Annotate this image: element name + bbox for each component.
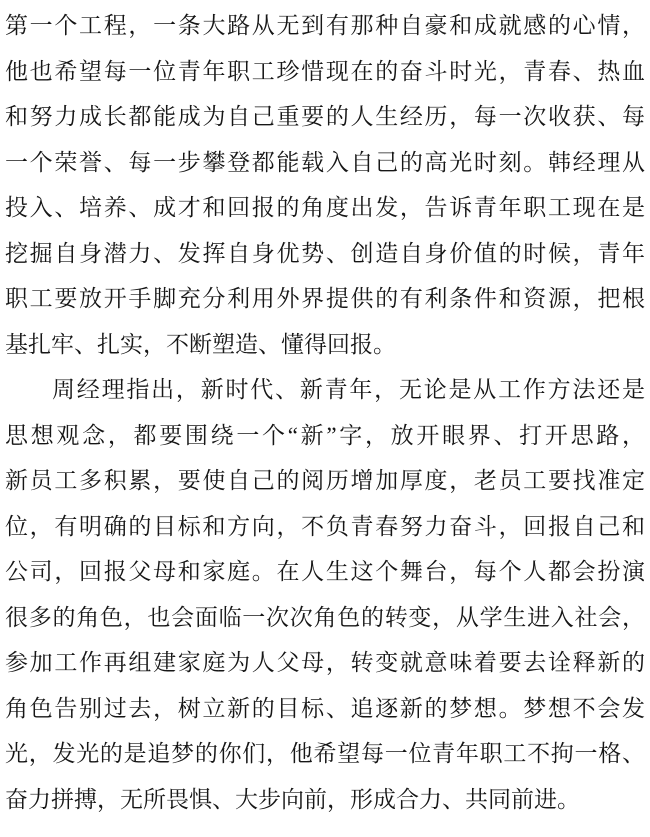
text-line: 很多的角色，也会面临一次次角色的转变，从学生进入社会， — [5, 604, 645, 630]
paragraph — [5, 3, 645, 367]
text-line: 周经理指出，新时代、新青年，无论是从工作方法还是 — [52, 377, 645, 402]
text-line: 他也希望每一位青年职工珍惜现在的奋斗时光，青春、热血 — [5, 58, 645, 84]
text-line: 公司，回报父母和家庭。在人生这个舞台，每个人都会扮演 — [5, 559, 645, 584]
text-line: 思想观念，都要围绕一个“新”字，放开眼界、打开思路， — [5, 422, 645, 448]
text-line: 第一个工程，一条大路从无到有那种自豪和成就感的心情， — [5, 13, 645, 38]
text-line: 一个荣誉、每一步攀登都能载入自己的高光时刻。韩经理从 — [5, 149, 645, 175]
document-body — [5, 3, 645, 822]
text-line: 挖掘自身潜力、发挥自身优势、创造自身价值的时候，青年 — [5, 240, 645, 266]
text-line: 参加工作再组建家庭为人父母，转变就意味着要去诠释新的 — [5, 650, 645, 675]
text-line: 角色告别过去，树立新的目标、追逐新的梦想。梦想不会发 — [5, 695, 645, 721]
text-line: 光，发光的是追梦的你们，他希望每一位青年职工不拘一格、 — [5, 741, 645, 766]
text-line: 奋力拼搏，无所畏惧、大步向前，形成合力、共同前进。 — [5, 786, 580, 812]
text-line: 基扎牢、扎实，不断塑造、懂得回报。 — [5, 331, 396, 357]
paragraph — [5, 367, 645, 822]
text-line: 新员工多积累，要使自己的阅历增加厚度，老员工要找准定 — [5, 468, 645, 493]
text-line: 位，有明确的目标和方向，不负青春努力奋斗，回报自己和 — [5, 513, 645, 539]
text-line: 职工要放开手脚充分利用外界提供的有利条件和资源，把根 — [5, 286, 645, 311]
text-line: 和努力成长都能成为自己重要的人生经历，每一次收获、每 — [5, 104, 645, 129]
text-line: 投入、培养、成才和回报的角度出发，告诉青年职工现在是 — [5, 195, 645, 220]
